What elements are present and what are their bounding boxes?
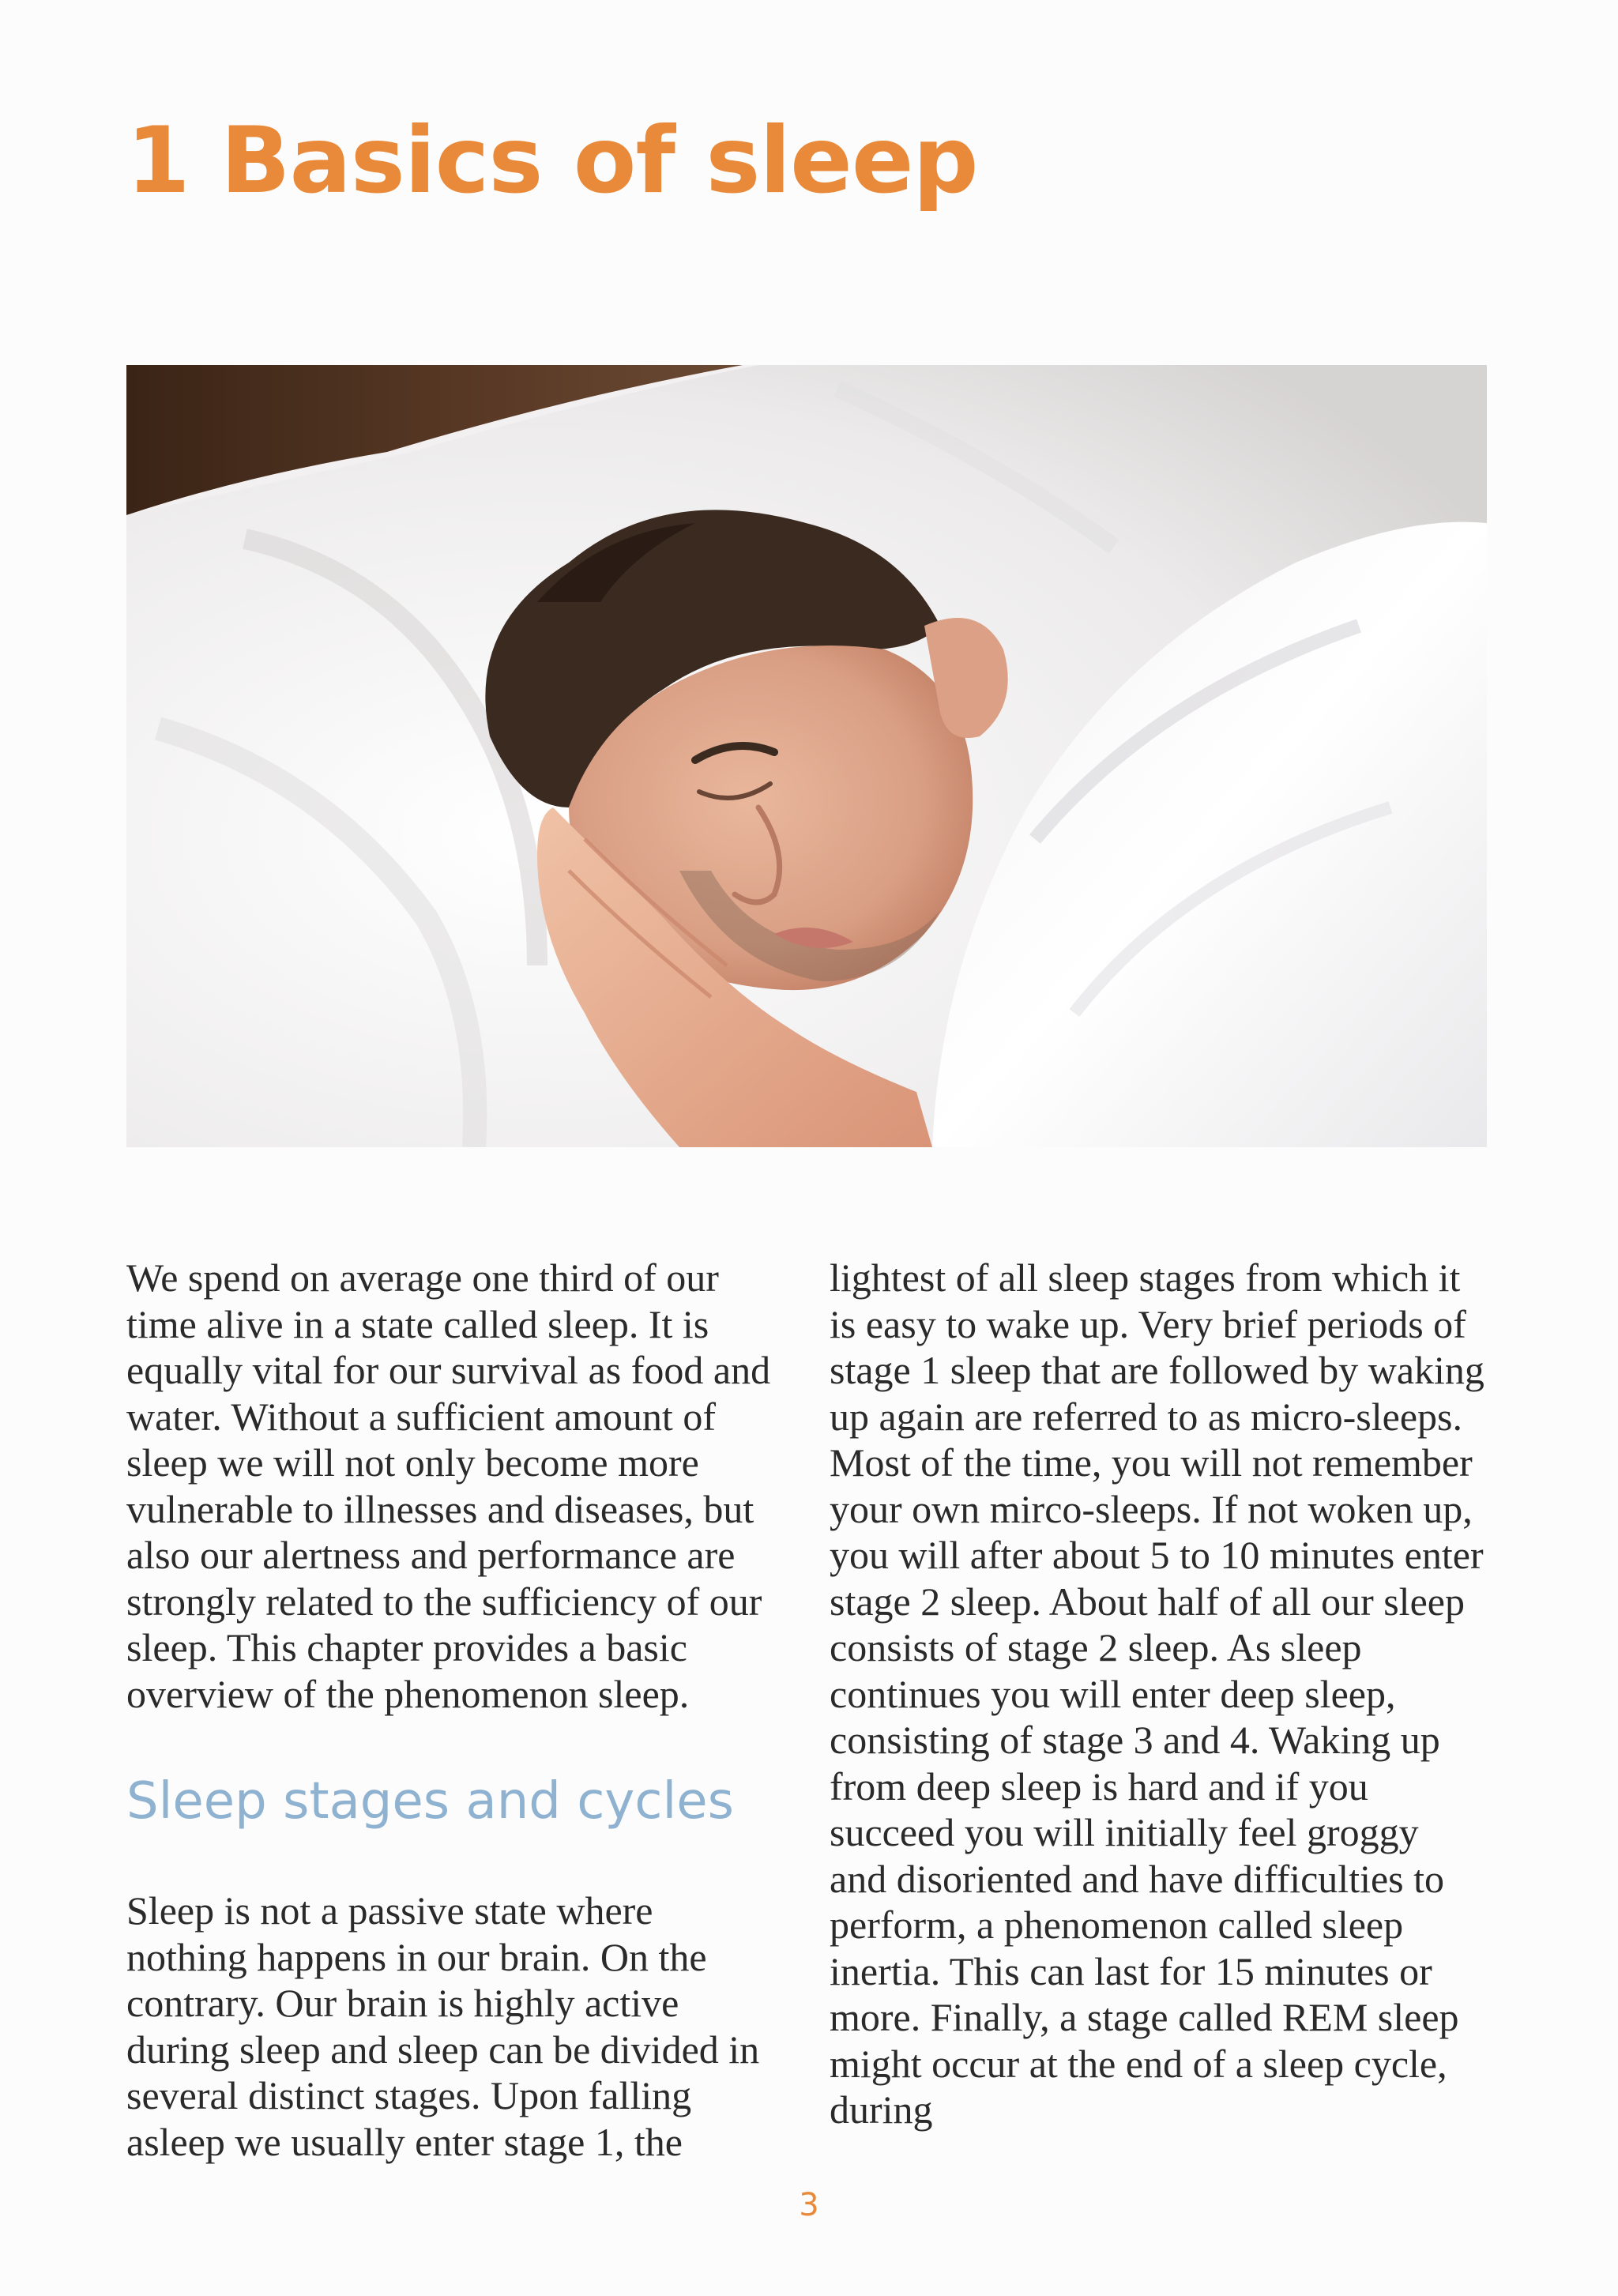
intro-paragraph: We spend on average one third of our time alive in a state called sleep. It is equally vital for our survival as food and water. Without a sufficient amount of sleep we will not only become more vulnerable to illnesses and diseases, but also our alertness and performance are strongly related to the sufficiency of our sleep. This chapter provides a basic overview of the phenomenon sleep. [126,1255,771,1716]
right-column [830,1255,1485,2133]
sleeping-man-photo [126,365,1487,1147]
sleep-stages-paragraph-start: Sleep is not a passive state where nothing happens in our brain. On the contrary. Our brain is highly active during sleep and sleep can be divided in several distinct stages. Upon falling asleep we usually enter stage 1, the [126,1888,760,2164]
sleep-stages-paragraph-continued: lightest of all sleep stages from which it is easy to wake up. Very brief periods of stage 1 sleep that are followed by waking up again are referred to as micro-sleeps. Most of the time, you will not remember your own mirco-sleeps. If not woken up, you will after about 5 to 10 minutes enter stage 2 sleep. About half of all our sleep consists of stage 2 sleep. As sleep continues you will enter deep sleep, consisting of stage 3 and 4. Waking up from deep sleep is hard and if you succeed you will initially feel groggy and disoriented and have difficulties to perform, a phenomenon called sleep inertia. This can last for 15 minutes or more. Finally, a stage called REM sleep might occur at the end of a sleep cycle, during [830,1255,1484,2132]
section-heading: Sleep stages and cycles [126,1772,734,1831]
page-number: 3 [799,2187,819,2223]
chapter-title: 1 Basics of sleep [126,107,978,214]
left-column [126,1255,782,2165]
